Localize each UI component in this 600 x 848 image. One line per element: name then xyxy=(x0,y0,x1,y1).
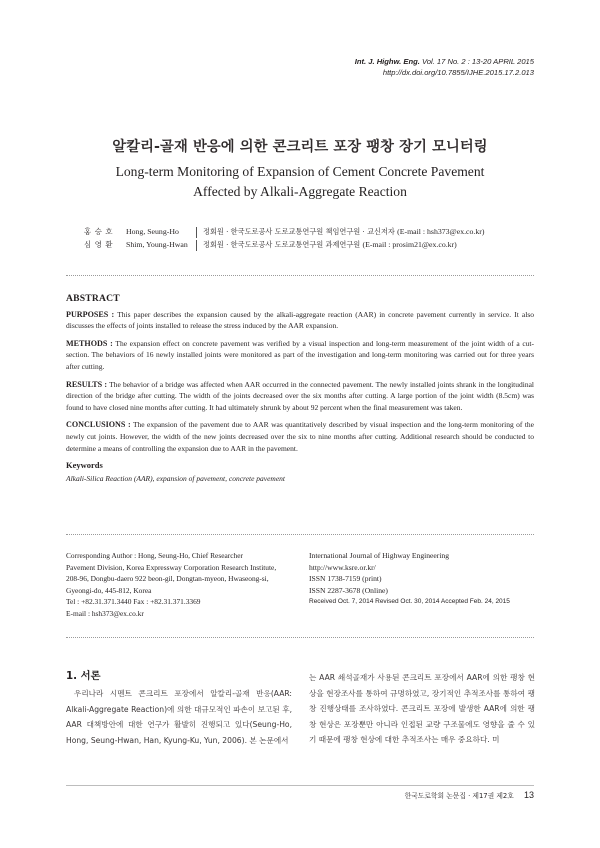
author-name-english: Hong, Seung-Ho xyxy=(126,227,179,236)
abstract-results xyxy=(66,379,534,414)
submission-dates: Received Oct. 7, 2014 Revised Oct. 30, 2014 Accepted Feb. 24, 2015 xyxy=(309,598,510,606)
author-row xyxy=(0,226,600,239)
correspondence-line: Tel : +82.31.371.3440 Fax : +82.31.371.3369 xyxy=(66,597,201,607)
section-label: PURPOSES : xyxy=(66,309,115,319)
correspondence-email[interactable]: E-mail : hsh373@ex.co.kr xyxy=(66,608,144,618)
dotted-divider xyxy=(66,637,534,638)
title-english-line1: Long-term Monitoring of Expansion of Cement Concrete Pavement xyxy=(115,164,485,179)
journal-info-name: International Journal of Highway Engineering xyxy=(309,551,450,560)
section-text: This paper describes the expansion caused by the alkali-aggregate reaction (AAR) in concrete pavement currently in service. It also discusses the effects of joints installed to release the stress induced by the AAR expansion. xyxy=(66,309,534,331)
keywords-heading: Keywords xyxy=(66,460,103,471)
dotted-divider xyxy=(66,275,534,276)
abstract-methods xyxy=(66,338,534,373)
author-email[interactable]: (E-mail : hsh373@ex.co.kr) xyxy=(397,227,485,236)
title-korean: 알칼리-골재 반응에 의한 콘크리트 포장 팽창 장기 모니터링 xyxy=(112,139,488,155)
dotted-divider xyxy=(66,534,534,535)
page-number: 13 xyxy=(523,790,534,800)
section-heading: 1. 서론 xyxy=(66,670,101,682)
keywords-text: Alkali-Silica Reaction (AAR), expansion of pavement, concrete pavement xyxy=(66,473,286,483)
author-name-korean: 홍 승 호 xyxy=(84,227,114,236)
author-name-korean: 심 영 환 xyxy=(84,239,114,249)
body-column-left xyxy=(66,667,292,748)
footer-divider xyxy=(66,785,534,786)
title-english-line2: Affected by Alkali-Aggregate Reaction xyxy=(193,184,407,199)
section-label: METHODS : xyxy=(66,338,113,348)
author-divider xyxy=(196,227,197,238)
author-name-english: Shim, Young-Hwan xyxy=(126,239,188,249)
author-affiliation: 정회원 · 한국도로공사 도로교통연구원 책임연구원 · 교신저자 (E-mail : hsh373@ex.co.kr) xyxy=(203,227,485,236)
section-text: The expansion effect on concrete pavement was verified by a visual inspection and long-term measurement of the joint width of a cut-section. The behaviors of 16 newly installed joints were monitored as part of the investigation and long-term monitoring was carried out for three years after cutting. xyxy=(66,338,535,371)
page-footer xyxy=(405,790,534,800)
author-email[interactable]: (E-mail : prosim21@ex.co.kr) xyxy=(362,239,457,249)
abstract-heading: ABSTRACT xyxy=(66,293,120,304)
section-label: CONCLUSIONS : xyxy=(66,420,131,430)
section-label: RESULTS : xyxy=(66,379,108,389)
author-affiliation: 정회원 · 한국도로공사 도로교통연구원 과제연구원 (E-mail : prosim21@ex.co.kr) xyxy=(203,239,457,249)
doi-link[interactable]: http://dx.doi.org/10.7855/IJHE.2015.17.2.013 xyxy=(382,68,534,77)
journal-header xyxy=(355,56,534,78)
author-divider xyxy=(196,240,197,251)
correspondence-block xyxy=(66,550,296,620)
section-text: The behavior of a bridge was affected when AAR occurred in the connected pavement. The newly installed joints shrank in the longitudinal direction of the bridge after cutting. The width of the joints decreased over the six months after cutting. A large portion of the joint width (8.5cm) was found to have closed nine months after cutting. It had ultimately shrunk by about 92 percent when the final measurement was taken. xyxy=(66,379,534,412)
journal-name: Int. J. Highw. Eng. xyxy=(354,57,420,66)
abstract-block xyxy=(66,293,534,484)
journal-info-block xyxy=(309,550,539,608)
body-paragraph: 우리나라 시멘트 콘크리트 포장에서 알칼리-골재 반응(AAR: Alkali-Aggregate Reaction)에 의한 대규모적인 파손이 보고된 후, AAR 대책방안에 대한 연구가 활발히 진행되고 있다(Seung-Ho, Hong, Seung-Hwan, Han, Kyung-Ku, Yun, 2006). 본 논문에서 xyxy=(66,689,292,745)
journal-info-issn-online: ISSN 2287-3678 (Online) xyxy=(309,585,388,595)
title-english xyxy=(0,162,600,202)
correspondence-line: Gyeongi-do, 445-812, Korea xyxy=(66,585,152,595)
footer-journal: 한국도로학회 논문집 · 제17권 제2호 xyxy=(404,792,514,800)
abstract-purposes xyxy=(66,309,534,332)
correspondence-line: Corresponding Author : Hong, Seung-Ho, Chief Researcher xyxy=(66,551,243,560)
author-list xyxy=(0,226,600,251)
abstract-conclusions xyxy=(66,419,534,454)
correspondence-line: Pavement Division, Korea Expressway Corporation Research Institute, xyxy=(66,562,277,572)
correspondence-line: 208-96, Dongbu-daero 922 beon-gil, Dongtan-myeon, Hwaseong-si, xyxy=(66,574,269,584)
journal-info-issn-print: ISSN 1738-7159 (print) xyxy=(309,574,382,584)
body-column-right: 는 AAR 쇄석골재가 사용된 콘크리트 포장에서 AAR에 의한 팽창 현상을 현장조사를 통하여 규명하였고, 장기적인 추적조사를 통하여 팽창 진행상태를 조사하였다. 콘크리트 포장에 발생한 AAR에 의한 팽창 현상은 포장뿐만 아니라 인접된 교량 구조물에도 영향을 줄 수 있기 때문에 팽창 현상에 대한 추적조사는 매우 중요하다. 미 xyxy=(309,673,535,745)
journal-citation: Vol. 17 No. 2 : 13-20 APRIL 2015 xyxy=(421,57,534,66)
journal-citation-line xyxy=(355,56,534,67)
author-row xyxy=(0,239,600,252)
journal-info-url[interactable]: http://www.ksre.or.kr/ xyxy=(309,562,376,572)
section-text: The expansion of the pavement due to AAR was quantitatively described by visual inspection and the long-term monitoring of the newly cut joints. However, the width of the new joints decreased over the six to nine months after cutting. Additional research should be conducted to determine a means of controlling the expansion due to AAR in the pavement. xyxy=(66,420,534,453)
